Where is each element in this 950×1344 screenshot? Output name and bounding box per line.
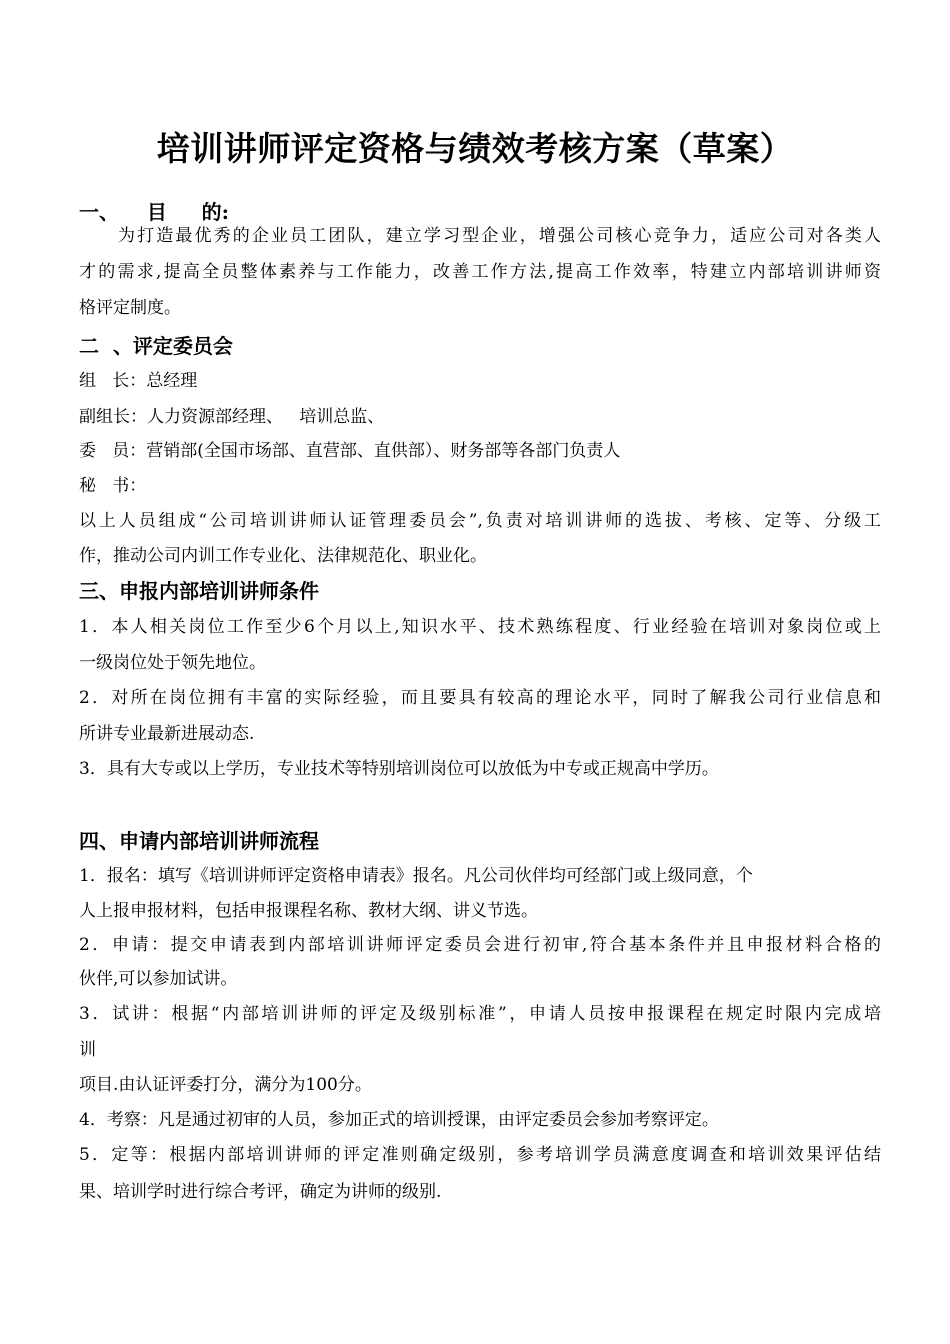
paragraph-line: 为打造最优秀的企业员工团队，建立学习型企业，增强公司核心竞争力，适应公司对各类人 xyxy=(118,226,881,246)
process-item: 2．申请：提交申请表到内部培训讲师评定委员会进行初审,符合基本条件并且申报材料合格的 xyxy=(79,935,881,955)
section-heading-conditions: 三、申报内部培训讲师条件 xyxy=(79,579,319,603)
section-heading-committee: 二 、评定委员会 xyxy=(79,334,233,358)
process-item: 1．报名：填写《培训讲师评定资格申请表》报名。凡公司伙伴均可经部门或上级同意，个 xyxy=(79,866,753,886)
process-item-continued: 项目.由认证评委打分，满分为100分。 xyxy=(79,1075,372,1095)
committee-deputy-line: 副组长：人力资源部经理、 培训总监、 xyxy=(79,407,385,427)
document-title: 培训讲师评定资格与绩效考核方案（草案） xyxy=(156,129,794,168)
process-item-continued: 人上报申报材料，包括申报课程名称、教材大纲、讲义节选。 xyxy=(79,901,538,921)
condition-item: 1．本人相关岗位工作至少6个月以上,知识水平、技术熟练程度、行业经验在培训对象岗位或上 xyxy=(79,617,881,637)
section-heading-purpose: 一、 目 的: xyxy=(79,200,230,224)
process-item: 5．定等：根据内部培训讲师的评定准则确定级别，参考培训学员满意度调查和培训效果评估结 xyxy=(79,1145,881,1165)
committee-leader-line: 组 长：总经理 xyxy=(79,371,198,391)
process-item: 3．试讲：根据“内部培训讲师的评定及级别标准”，申请人员按申报课程在规定时限内完成培 xyxy=(79,1004,881,1024)
paragraph-line: 作，推动公司内训工作专业化、法律规范化、职业化。 xyxy=(79,546,487,566)
condition-item-continued: 一级岗位处于领先地位。 xyxy=(79,653,266,673)
process-item-continued: 伙伴,可以参加试讲。 xyxy=(79,969,238,989)
condition-item: 2．对所在岗位拥有丰富的实际经验，而且要具有较高的理论水平，同时了解我公司行业信息和 xyxy=(79,688,881,708)
process-item: 4．考察：凡是通过初审的人员，参加正式的培训授课，由评定委员会参加考察评定。 xyxy=(79,1110,719,1130)
condition-item: 3．具有大专或以上学历，专业技术等特别培训岗位可以放低为中专或正规高中学历。 xyxy=(79,759,719,779)
committee-members-line: 委 员：营销部(全国市场部、直营部、直供部）、财务部等各部门负责人 xyxy=(79,441,621,461)
condition-item-continued: 所讲专业最新进展动态. xyxy=(79,724,255,744)
committee-secretary-line: 秘 书： xyxy=(79,476,147,496)
process-item-continued: 果、培训学时进行综合考评，确定为讲师的级别. xyxy=(79,1182,442,1202)
section-heading-process: 四、申请内部培训讲师流程 xyxy=(79,829,319,853)
paragraph-line: 格评定制度。 xyxy=(79,298,181,318)
process-item-continued: 训 xyxy=(79,1040,96,1060)
paragraph-line: 以上人员组成“公司培训讲师认证管理委员会”,负责对培训讲师的选拔、考核、定等、分级工 xyxy=(79,511,881,531)
paragraph-line: 才的需求,提高全员整体素养与工作能力，改善工作方法,提高工作效率，特建立内部培训讲师资 xyxy=(79,262,881,282)
